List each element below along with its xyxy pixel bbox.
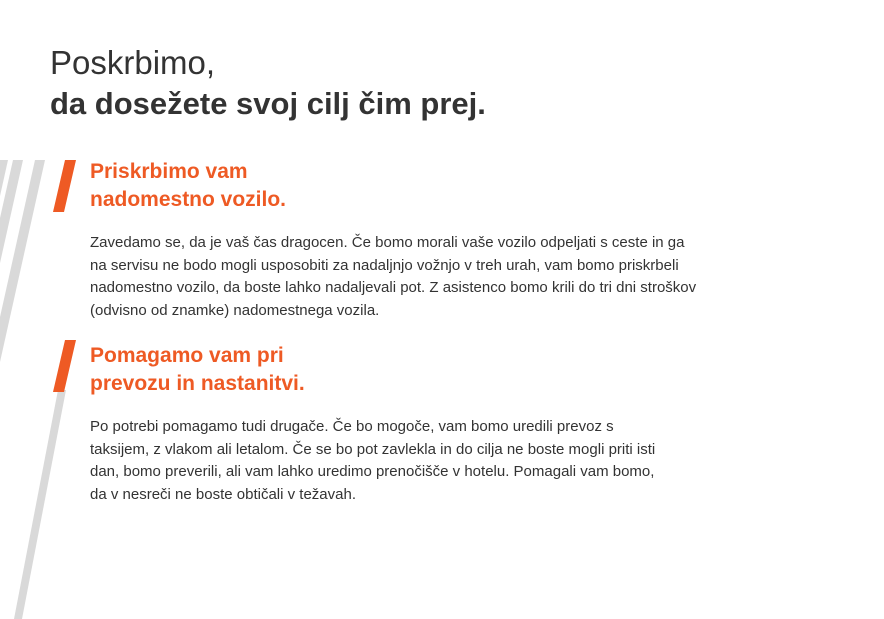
- section-heading-line: prevozu in nastanitvi.: [90, 372, 305, 395]
- headline-line-2: da dosežete svoj cilj čim prej.: [50, 86, 486, 121]
- section-heading: [90, 158, 830, 214]
- section-heading-line: Priskrbimo vam: [90, 160, 248, 183]
- body-line: nadomestno vozilo, da boste lahko nadaljevali pot. Z asistenco bomo krili do tri dni stroškov: [90, 279, 697, 296]
- body-line: na servisu ne bodo mogli usposobiti za nadaljnjo vožnjo v treh urah, vam bomo priskrbeli: [90, 256, 679, 274]
- body-line: Zavedamo se, da je vaš čas dragocen. Če bomo morali vaše vozilo odpeljati s ceste in ga: [90, 234, 685, 251]
- body-line: dan, bomo preverili, ali vam lahko uredimo prenočišče v hotelu. Pomagali vam bomo,: [90, 463, 655, 480]
- section-heading: [90, 342, 830, 398]
- section-body: [90, 416, 830, 506]
- section-heading-line: nadomestno vozilo.: [90, 188, 287, 211]
- page-headline: [50, 42, 486, 124]
- orange-slash: [53, 160, 76, 212]
- section-transport-accommodation: [90, 342, 830, 506]
- section-heading-line: Pomagamo vam pri: [90, 344, 284, 367]
- body-line: Po potrebi pomagamo tudi drugače. Če bo mogoče, vam bomo uredili prevoz s: [90, 418, 614, 435]
- section-replacement-vehicle: [90, 158, 830, 322]
- gray-stripe: [14, 390, 66, 619]
- orange-slash: [53, 340, 76, 392]
- section-body: [90, 232, 830, 322]
- body-line: da v nesreči ne boste obtičali v težavah.: [90, 485, 356, 503]
- body-line: taksijem, z vlakom ali letalom. Če se bo pot zavlekla in do cilja ne boste mogli priti isti: [90, 440, 656, 458]
- body-line: (odvisno od znamke) nadomestnega vozila.: [90, 301, 380, 319]
- headline-line-1: Poskrbimo,: [50, 44, 216, 81]
